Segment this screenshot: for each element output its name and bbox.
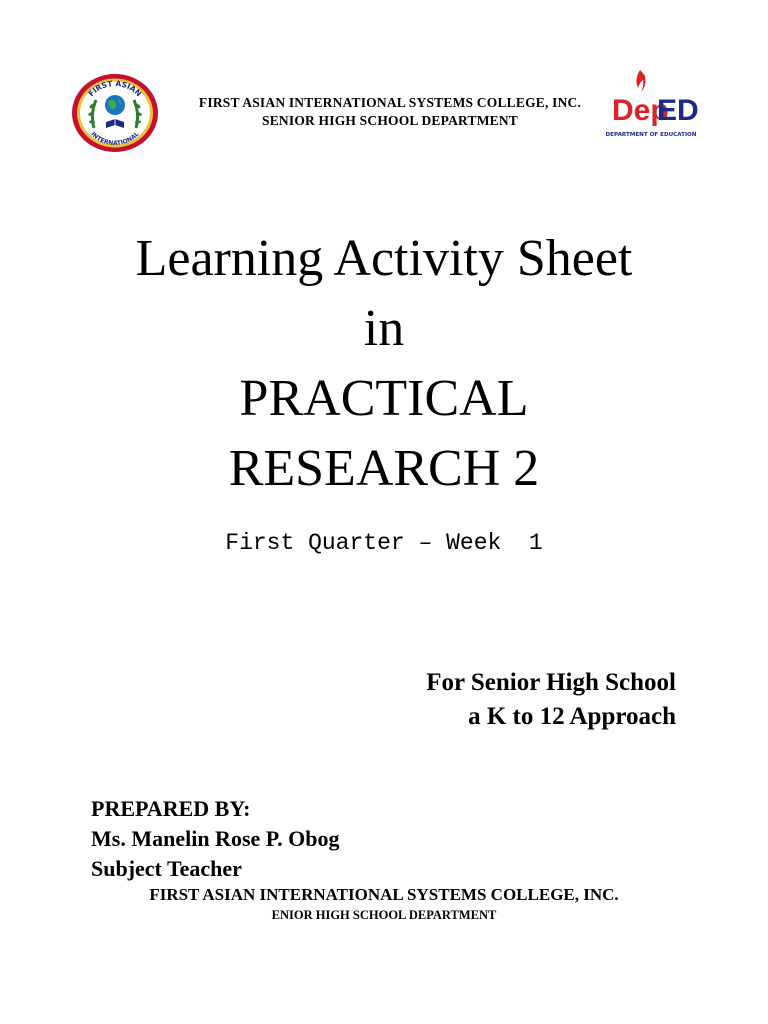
header-department: SENIOR HIGH SCHOOL DEPARTMENT	[262, 113, 518, 128]
prepared-by-label: PREPARED BY:	[91, 796, 251, 821]
seal-ring-text-bottom: INTERNATIONAL	[89, 130, 141, 148]
audience-line-2: a K to 12 Approach	[468, 703, 676, 730]
deped-wordmark-ed: ED	[657, 94, 699, 127]
header-school-name: FIRST ASIAN INTERNATIONAL SYSTEMS COLLEGE, INC.	[198, 95, 582, 110]
footer-school-name: FIRST ASIAN INTERNATIONAL SYSTEMS COLLEGE, INC.	[149, 885, 619, 904]
audience-line-1: For Senior High School	[426, 669, 676, 696]
teacher-role: Subject Teacher	[91, 856, 242, 881]
title-line-2: in	[363, 300, 405, 357]
seal-ring-text-top: FIRST ASIAN	[86, 78, 144, 99]
footer	[0, 884, 768, 924]
prepared-by-block	[91, 794, 340, 884]
teacher-name: Ms. Manelin Rose P. Obog	[91, 826, 340, 851]
deped-subtitle: DEPARTMENT OF EDUCATION	[605, 132, 697, 138]
deped-logo-icon	[605, 64, 699, 144]
title-line-3: PRACTICAL	[239, 370, 529, 427]
quarter-week-label: First Quarter – Week 1	[225, 530, 543, 556]
audience-block	[426, 666, 676, 734]
title-line-1: Learning Activity Sheet	[135, 230, 633, 287]
school-seal-icon	[70, 72, 160, 154]
document-title	[0, 224, 768, 504]
footer-department: ENIOR HIGH SCHOOL DEPARTMENT	[271, 908, 497, 922]
deped-wordmark-dep: Dep	[612, 94, 669, 127]
title-line-4: RESEARCH 2	[228, 440, 540, 497]
header-text	[160, 94, 620, 130]
